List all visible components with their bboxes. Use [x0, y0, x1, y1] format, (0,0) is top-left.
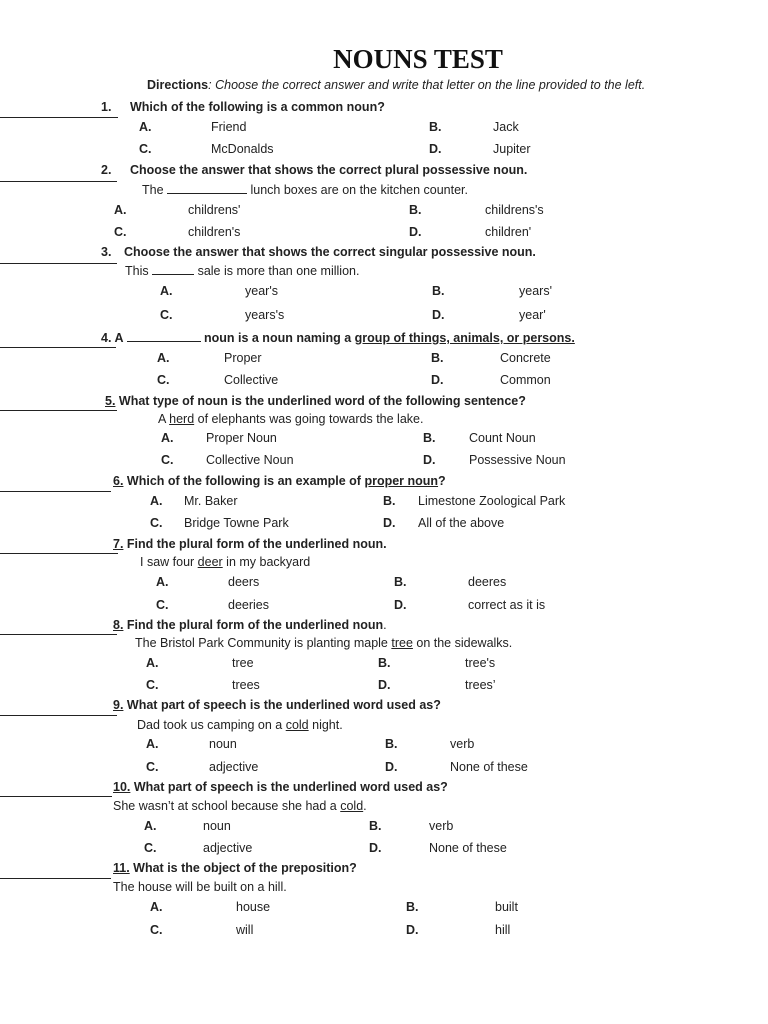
question-text: Which of the following is a common noun?	[130, 100, 385, 114]
question-number: 2.	[101, 163, 112, 177]
option-letter: D.	[378, 678, 391, 692]
option-text: trees’	[465, 678, 496, 692]
option-text: adjective	[209, 760, 259, 774]
question-text: What part of speech is the underlined word used as?	[133, 780, 448, 794]
option-text: years's	[245, 308, 285, 322]
option-text: deeres	[468, 575, 507, 589]
question-8-sentence: The Bristol Park Community is planting maple tree on the sidewalks.	[135, 636, 513, 650]
option-letter: B.	[409, 203, 422, 217]
answer-line-6[interactable]	[0, 491, 111, 492]
answer-line-1[interactable]	[0, 117, 118, 118]
question-number: 8.	[113, 618, 124, 632]
question-5	[105, 394, 526, 408]
option-letter: B.	[383, 494, 396, 508]
option-letter: C.	[157, 373, 170, 387]
question-5-sentence: A herd of elephants was going towards the lake.	[158, 412, 424, 426]
option-letter: D.	[383, 516, 396, 530]
option-letter: D.	[369, 841, 382, 855]
question-text: Choose the answer that shows the correct plural possessive noun.	[130, 163, 528, 177]
answer-line-7[interactable]	[0, 553, 118, 554]
option-letter: B.	[429, 120, 442, 134]
question-number: 7.	[113, 537, 124, 551]
question-9-sentence: Dad took us camping on a cold night.	[137, 718, 343, 732]
option-text: hill	[495, 923, 511, 937]
question-number: 10.	[113, 780, 131, 794]
option-letter: B.	[394, 575, 407, 589]
option-letter: A.	[139, 120, 152, 134]
option-letter: A.	[114, 203, 127, 217]
answer-line-5[interactable]	[0, 410, 117, 411]
option-text: deers	[228, 575, 260, 589]
option-text: McDonalds	[211, 142, 274, 156]
option-text: years'	[519, 284, 552, 298]
question-10	[113, 780, 448, 794]
question-10-sentence: She wasn’t at school because she had a cold.	[113, 799, 367, 813]
option-text: None of these	[450, 760, 528, 774]
option-letter: A.	[146, 737, 159, 751]
question-number: 6.	[113, 474, 124, 488]
option-text: noun	[203, 819, 231, 833]
question-8: 8. Find the plural form of the underlined noun.	[113, 618, 387, 632]
option-text: year's	[245, 284, 278, 298]
option-text: noun	[209, 737, 237, 751]
answer-line-11[interactable]	[0, 878, 111, 879]
page-title: NOUNS TEST	[333, 44, 503, 74]
question-text: Find the plural form of the underlined noun.	[126, 537, 387, 551]
option-letter: D.	[394, 598, 407, 612]
option-text: Bridge Towne Park	[184, 516, 289, 530]
underlined-word: herd	[169, 412, 195, 426]
option-text: adjective	[203, 841, 253, 855]
answer-line-2[interactable]	[0, 181, 117, 182]
option-text: Proper	[224, 351, 262, 365]
option-letter: A.	[156, 575, 169, 589]
question-6: 6. Which of the following is an example of proper noun?	[113, 474, 446, 488]
option-text: verb	[450, 737, 475, 751]
option-text: childrens's	[485, 203, 544, 217]
answer-line-4[interactable]	[0, 347, 116, 348]
option-text: house	[236, 900, 271, 914]
answer-line-3[interactable]	[0, 263, 117, 264]
option-text: Collective Noun	[206, 453, 294, 467]
question-11-sentence: The house will be built on a hill.	[113, 880, 287, 894]
question-number: 9.	[113, 698, 124, 712]
fill-in-blank	[152, 263, 194, 275]
question-9	[113, 698, 441, 712]
option-letter: A.	[144, 819, 157, 833]
option-text: children'	[485, 225, 532, 239]
option-letter: A.	[150, 900, 163, 914]
option-text: childrens'	[188, 203, 241, 217]
question-1	[101, 100, 385, 114]
underlined-phrase: group of things, animals, or persons.	[354, 331, 575, 345]
option-letter: A.	[157, 351, 170, 365]
option-letter: D.	[385, 760, 398, 774]
question-2-sentence: The lunch boxes are on the kitchen counter.	[142, 183, 468, 197]
question-7	[113, 537, 387, 551]
option-letter: C.	[160, 308, 173, 322]
option-letter: C.	[139, 142, 152, 156]
option-letter: D.	[432, 308, 445, 322]
question-7-sentence: I saw four deer in my backyard	[140, 555, 311, 569]
question-text: What is the object of the preposition?	[133, 861, 357, 875]
option-letter: D.	[409, 225, 422, 239]
option-letter: A.	[146, 656, 159, 670]
question-number: 4.	[101, 331, 112, 345]
underlined-phrase: proper noun	[364, 474, 439, 488]
option-text: None of these	[429, 841, 507, 855]
question-number: 5.	[105, 394, 116, 408]
option-letter: D.	[423, 453, 436, 467]
question-2	[101, 163, 527, 177]
option-letter: A.	[150, 494, 163, 508]
option-letter: C.	[146, 760, 159, 774]
option-text: deeries	[228, 598, 269, 612]
question-number: 11.	[113, 861, 130, 875]
option-text: Concrete	[500, 351, 551, 365]
option-text: tree's	[465, 656, 496, 670]
option-letter: A.	[161, 431, 174, 445]
option-text: Jupiter	[493, 142, 531, 156]
option-text: Collective	[224, 373, 279, 387]
option-letter: C.	[150, 923, 163, 937]
answer-line-10[interactable]	[0, 796, 112, 797]
option-text: will	[236, 923, 254, 937]
underlined-word: deer	[197, 555, 223, 569]
option-text: built	[495, 900, 518, 914]
fill-in-blank	[127, 330, 201, 342]
option-letter: A.	[160, 284, 173, 298]
option-letter: D.	[431, 373, 444, 387]
option-letter: B.	[385, 737, 398, 751]
question-text: What part of speech is the underlined word used as?	[126, 698, 441, 712]
question-text: Choose the answer that shows the correct singular possessive noun.	[124, 245, 536, 259]
underlined-word: cold	[340, 799, 364, 813]
question-number: 1.	[101, 100, 112, 114]
option-text: Count Noun	[469, 431, 536, 445]
underlined-word: tree	[391, 636, 413, 650]
question-4: 4. A noun is a noun naming a group of things, animals, or persons.	[101, 331, 575, 345]
fill-in-blank	[167, 182, 247, 194]
directions-text: : Choose the correct answer and write that letter on the line provided to the left.	[208, 78, 646, 92]
option-letter: B.	[432, 284, 445, 298]
option-letter: B.	[378, 656, 391, 670]
option-text: trees	[232, 678, 260, 692]
option-text: Proper Noun	[206, 431, 277, 445]
question-11	[113, 861, 357, 875]
option-letter: C.	[114, 225, 127, 239]
option-letter: C.	[146, 678, 159, 692]
question-text: What type of noun is the underlined word of the following sentence?	[118, 394, 526, 408]
option-text: verb	[429, 819, 454, 833]
question-3-sentence: This sale is more than one million.	[125, 264, 360, 278]
option-text: Friend	[211, 120, 247, 134]
option-letter: D.	[406, 923, 419, 937]
option-text: Mr. Baker	[184, 494, 238, 508]
option-letter: C.	[150, 516, 163, 530]
option-text: tree	[232, 656, 254, 670]
option-letter: B.	[431, 351, 444, 365]
option-text: Possessive Noun	[469, 453, 566, 467]
option-text: correct as it is	[468, 598, 546, 612]
option-text: Jack	[493, 120, 519, 134]
question-number: 3.	[101, 245, 112, 259]
directions-label: Directions	[147, 78, 209, 92]
option-text: All of the above	[418, 516, 505, 530]
answer-line-8[interactable]	[0, 634, 117, 635]
answer-line-9[interactable]	[0, 715, 117, 716]
option-letter: C.	[156, 598, 169, 612]
directions	[147, 78, 645, 92]
option-letter: B.	[423, 431, 436, 445]
option-letter: C.	[144, 841, 157, 855]
option-text: Limestone Zoological Park	[418, 494, 566, 508]
option-letter: C.	[161, 453, 174, 467]
option-letter: B.	[406, 900, 419, 914]
option-text: children's	[188, 225, 241, 239]
question-3	[101, 245, 536, 259]
option-text: Common	[500, 373, 551, 387]
option-letter: D.	[429, 142, 442, 156]
option-letter: B.	[369, 819, 382, 833]
question-text: Find the plural form of the underlined noun	[126, 618, 384, 632]
underlined-word: cold	[285, 718, 309, 732]
option-text: year'	[519, 308, 546, 322]
